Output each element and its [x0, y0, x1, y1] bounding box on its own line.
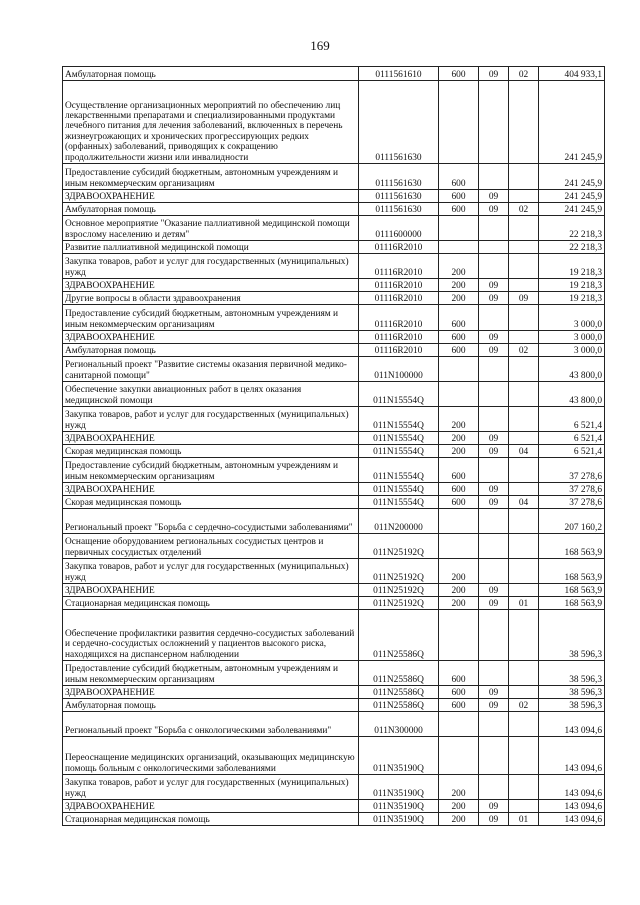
subsection-cell — [509, 382, 539, 407]
section-cell — [479, 81, 509, 164]
item-name-cell: ЗДРАВООХРАНЕНИЕ — [63, 331, 359, 344]
amount-cell: 38 596,3 — [539, 610, 605, 661]
section-cell — [479, 254, 509, 279]
amount-cell: 38 596,3 — [539, 661, 605, 686]
item-name-cell: Предоставление субсидий бюджетным, автономным учреждениям и иным некоммерческим организациям — [63, 305, 359, 331]
table-row — [63, 254, 605, 279]
target-code-cell: 011N15554Q — [359, 382, 439, 407]
expense-type-cell: 600 — [439, 686, 479, 699]
table-row — [63, 775, 605, 800]
subsection-cell: 04 — [509, 496, 539, 509]
item-name-cell: Региональный проект "Борьба с сердечно-сосудистыми заболеваниями" — [63, 509, 359, 534]
amount-cell: 43 800,0 — [539, 382, 605, 407]
subsection-cell — [509, 775, 539, 800]
subsection-cell: 02 — [509, 344, 539, 357]
section-cell: 09 — [479, 597, 509, 610]
table-row — [63, 190, 605, 203]
subsection-cell — [509, 559, 539, 584]
item-name-cell: ЗДРАВООХРАНЕНИЕ — [63, 279, 359, 292]
target-code-cell: 01116R2010 — [359, 331, 439, 344]
table-row — [63, 445, 605, 458]
item-name-cell: Амбулаторная помощь — [63, 203, 359, 216]
table-row — [63, 382, 605, 407]
table-row — [63, 496, 605, 509]
section-cell: 09 — [479, 67, 509, 81]
subsection-cell: 01 — [509, 813, 539, 826]
subsection-cell — [509, 534, 539, 559]
table-row — [63, 81, 605, 164]
table-row — [63, 800, 605, 813]
item-name-cell: ЗДРАВООХРАНЕНИЕ — [63, 190, 359, 203]
target-code-cell: 011N15554Q — [359, 407, 439, 432]
section-cell: 09 — [479, 279, 509, 292]
item-name-cell: Предоставление субсидий бюджетным, автономным учреждениям и иным некоммерческим организациям — [63, 164, 359, 190]
amount-cell: 19 218,3 — [539, 292, 605, 305]
table-row — [63, 699, 605, 712]
subsection-cell — [509, 216, 539, 241]
subsection-cell — [509, 254, 539, 279]
section-cell: 09 — [479, 813, 509, 826]
expense-type-cell: 600 — [439, 67, 479, 81]
table-row — [63, 559, 605, 584]
expense-type-cell — [439, 534, 479, 559]
section-cell: 09 — [479, 344, 509, 357]
item-name-cell: Оснащение оборудованием региональных сосудистых центров и первичных сосудистых отделений — [63, 534, 359, 559]
subsection-cell — [509, 610, 539, 661]
amount-cell: 241 245,9 — [539, 81, 605, 164]
table-row — [63, 432, 605, 445]
target-code-cell: 011N35190Q — [359, 813, 439, 826]
expense-type-cell: 600 — [439, 699, 479, 712]
expense-type-cell: 200 — [439, 407, 479, 432]
section-cell: 09 — [479, 190, 509, 203]
subsection-cell — [509, 509, 539, 534]
target-code-cell: 011N200000 — [359, 509, 439, 534]
section-cell — [479, 305, 509, 331]
item-name-cell: Амбулаторная помощь — [63, 344, 359, 357]
subsection-cell: 09 — [509, 292, 539, 305]
section-cell: 09 — [479, 203, 509, 216]
subsection-cell — [509, 584, 539, 597]
section-cell: 09 — [479, 686, 509, 699]
item-name-cell: Региональный проект "Борьба с онкологическими заболеваниями" — [63, 712, 359, 737]
item-name-cell: Региональный проект "Развитие системы оказания первичной медико-санитарной помощи" — [63, 357, 359, 382]
item-name-cell: Закупка товаров, работ и услуг для государственных (муниципальных) нужд — [63, 559, 359, 584]
section-cell — [479, 661, 509, 686]
target-code-cell: 011N35190Q — [359, 800, 439, 813]
amount-cell: 38 596,3 — [539, 686, 605, 699]
subsection-cell — [509, 241, 539, 254]
table-row — [63, 686, 605, 699]
amount-cell: 168 563,9 — [539, 534, 605, 559]
target-code-cell: 011N35190Q — [359, 775, 439, 800]
subsection-cell — [509, 800, 539, 813]
section-cell — [479, 509, 509, 534]
item-name-cell: Скорая медицинская помощь — [63, 496, 359, 509]
section-cell — [479, 737, 509, 775]
table-row — [63, 584, 605, 597]
amount-cell: 6 521,4 — [539, 407, 605, 432]
target-code-cell: 011N25192Q — [359, 534, 439, 559]
subsection-cell: 02 — [509, 67, 539, 81]
table-row — [63, 344, 605, 357]
item-name-cell: ЗДРАВООХРАНЕНИЕ — [63, 686, 359, 699]
item-name-cell: Стационарная медицинская помощь — [63, 597, 359, 610]
amount-cell: 143 094,6 — [539, 737, 605, 775]
expense-type-cell: 200 — [439, 800, 479, 813]
item-name-cell: Закупка товаров, работ и услуг для государственных (муниципальных) нужд — [63, 407, 359, 432]
amount-cell: 207 160,2 — [539, 509, 605, 534]
target-code-cell: 01116R2010 — [359, 292, 439, 305]
amount-cell: 3 000,0 — [539, 331, 605, 344]
subsection-cell — [509, 737, 539, 775]
section-cell — [479, 357, 509, 382]
amount-cell: 3 000,0 — [539, 344, 605, 357]
target-code-cell: 011N35190Q — [359, 737, 439, 775]
table-row — [63, 813, 605, 826]
item-name-cell: Переоснащение медицинских организаций, оказывающих медицинскую помощь больным с онкологическими заболеваниями — [63, 737, 359, 775]
target-code-cell: 0111561630 — [359, 190, 439, 203]
subsection-cell — [509, 331, 539, 344]
section-cell — [479, 534, 509, 559]
subsection-cell — [509, 661, 539, 686]
amount-cell: 37 278,6 — [539, 483, 605, 496]
target-code-cell: 011N15554Q — [359, 458, 439, 483]
subsection-cell — [509, 190, 539, 203]
target-code-cell: 011N25586Q — [359, 610, 439, 661]
expense-type-cell — [439, 81, 479, 164]
expense-type-cell: 600 — [439, 203, 479, 216]
subsection-cell — [509, 483, 539, 496]
subsection-cell — [509, 81, 539, 164]
budget-table — [62, 66, 605, 826]
subsection-cell — [509, 164, 539, 190]
target-code-cell: 0111600000 — [359, 216, 439, 241]
table-row — [63, 305, 605, 331]
target-code-cell: 011N15554Q — [359, 483, 439, 496]
expense-type-cell — [439, 509, 479, 534]
expense-type-cell: 200 — [439, 584, 479, 597]
amount-cell: 6 521,4 — [539, 432, 605, 445]
section-cell: 09 — [479, 331, 509, 344]
expense-type-cell: 600 — [439, 458, 479, 483]
table-row — [63, 712, 605, 737]
subsection-cell — [509, 279, 539, 292]
amount-cell: 168 563,9 — [539, 597, 605, 610]
subsection-cell — [509, 458, 539, 483]
table-row — [63, 610, 605, 661]
amount-cell: 143 094,6 — [539, 813, 605, 826]
subsection-cell — [509, 432, 539, 445]
expense-type-cell: 200 — [439, 292, 479, 305]
section-cell — [479, 382, 509, 407]
item-name-cell: Обеспечение профилактики развития сердечно-сосудистых заболеваний и сердечно-сосудистых осложнений у пациентов высокого риска, находящихся на диспансерном наблюдении — [63, 610, 359, 661]
target-code-cell: 011N300000 — [359, 712, 439, 737]
target-code-cell: 0111561610 — [359, 67, 439, 81]
item-name-cell: Осуществление организационных мероприятий по обеспечению лиц лекарственными препаратами и специализированными продуктами лечебного питания для лечения заболеваний, включенных в перечень жизнеугрожающих и хронических прогрессирующих редких (орфанных) заболеваний, приводящих к сокращению продолжительности жизни или инвалидности — [63, 81, 359, 164]
amount-cell: 143 094,6 — [539, 712, 605, 737]
expense-type-cell: 600 — [439, 331, 479, 344]
section-cell — [479, 241, 509, 254]
target-code-cell: 011N25586Q — [359, 661, 439, 686]
target-code-cell: 01116R2010 — [359, 241, 439, 254]
table-row — [63, 279, 605, 292]
expense-type-cell — [439, 712, 479, 737]
item-name-cell: Скорая медицинская помощь — [63, 445, 359, 458]
amount-cell: 38 596,3 — [539, 699, 605, 712]
table-row — [63, 164, 605, 190]
section-cell — [479, 610, 509, 661]
item-name-cell: Основное мероприятие "Оказание паллиативной медицинской помощи взрослому населению и детям" — [63, 216, 359, 241]
subsection-cell — [509, 686, 539, 699]
section-cell — [479, 775, 509, 800]
expense-type-cell: 200 — [439, 445, 479, 458]
subsection-cell: 02 — [509, 699, 539, 712]
amount-cell: 43 800,0 — [539, 357, 605, 382]
table-row — [63, 216, 605, 241]
table-row — [63, 597, 605, 610]
section-cell: 09 — [479, 496, 509, 509]
subsection-cell: 04 — [509, 445, 539, 458]
expense-type-cell: 200 — [439, 279, 479, 292]
amount-cell: 19 218,3 — [539, 254, 605, 279]
amount-cell: 22 218,3 — [539, 241, 605, 254]
expense-type-cell — [439, 737, 479, 775]
item-name-cell: ЗДРАВООХРАНЕНИЕ — [63, 432, 359, 445]
expense-type-cell: 600 — [439, 164, 479, 190]
table-row — [63, 458, 605, 483]
page-number: 169 — [310, 38, 330, 53]
amount-cell: 37 278,6 — [539, 458, 605, 483]
amount-cell: 19 218,3 — [539, 279, 605, 292]
expense-type-cell: 200 — [439, 813, 479, 826]
amount-cell: 241 245,9 — [539, 164, 605, 190]
item-name-cell: Предоставление субсидий бюджетным, автономным учреждениям и иным некоммерческим организациям — [63, 458, 359, 483]
section-cell — [479, 559, 509, 584]
target-code-cell: 01116R2010 — [359, 344, 439, 357]
target-code-cell: 011N25192Q — [359, 559, 439, 584]
expense-type-cell — [439, 610, 479, 661]
expense-type-cell — [439, 216, 479, 241]
target-code-cell: 011N25586Q — [359, 686, 439, 699]
item-name-cell: Закупка товаров, работ и услуг для государственных (муниципальных) нужд — [63, 254, 359, 279]
item-name-cell: Другие вопросы в области здравоохранения — [63, 292, 359, 305]
target-code-cell: 01116R2010 — [359, 305, 439, 331]
item-name-cell: Развитие паллиативной медицинской помощи — [63, 241, 359, 254]
expense-type-cell: 600 — [439, 305, 479, 331]
item-name-cell: Обеспечение закупки авиационных работ в целях оказания медицинской помощи — [63, 382, 359, 407]
item-name-cell: Закупка товаров, работ и услуг для государственных (муниципальных) нужд — [63, 775, 359, 800]
section-cell: 09 — [479, 483, 509, 496]
amount-cell: 241 245,9 — [539, 203, 605, 216]
amount-cell: 168 563,9 — [539, 584, 605, 597]
section-cell: 09 — [479, 432, 509, 445]
amount-cell: 6 521,4 — [539, 445, 605, 458]
section-cell: 09 — [479, 292, 509, 305]
amount-cell: 37 278,6 — [539, 496, 605, 509]
amount-cell: 241 245,9 — [539, 190, 605, 203]
item-name-cell: ЗДРАВООХРАНЕНИЕ — [63, 800, 359, 813]
table-row — [63, 534, 605, 559]
amount-cell: 404 933,1 — [539, 67, 605, 81]
table-row — [63, 737, 605, 775]
target-code-cell: 011N100000 — [359, 357, 439, 382]
table-row — [63, 661, 605, 686]
expense-type-cell — [439, 241, 479, 254]
table-row — [63, 241, 605, 254]
expense-type-cell: 600 — [439, 661, 479, 686]
subsection-cell — [509, 712, 539, 737]
expense-type-cell: 200 — [439, 559, 479, 584]
item-name-cell: ЗДРАВООХРАНЕНИЕ — [63, 483, 359, 496]
expense-type-cell — [439, 382, 479, 407]
expense-type-cell: 200 — [439, 432, 479, 445]
table-row — [63, 67, 605, 81]
section-cell — [479, 407, 509, 432]
table-row — [63, 483, 605, 496]
amount-cell: 143 094,6 — [539, 775, 605, 800]
target-code-cell: 011N25192Q — [359, 584, 439, 597]
section-cell: 09 — [479, 800, 509, 813]
table-row — [63, 292, 605, 305]
target-code-cell: 011N15554Q — [359, 445, 439, 458]
expense-type-cell: 600 — [439, 190, 479, 203]
item-name-cell: Амбулаторная помощь — [63, 67, 359, 81]
amount-cell: 143 094,6 — [539, 800, 605, 813]
item-name-cell: Амбулаторная помощь — [63, 699, 359, 712]
amount-cell: 168 563,9 — [539, 559, 605, 584]
expense-type-cell: 600 — [439, 344, 479, 357]
section-cell — [479, 164, 509, 190]
subsection-cell — [509, 407, 539, 432]
target-code-cell: 011N25586Q — [359, 699, 439, 712]
expense-type-cell: 600 — [439, 483, 479, 496]
target-code-cell: 011N25192Q — [359, 597, 439, 610]
item-name-cell: Предоставление субсидий бюджетным, автономным учреждениям и иным некоммерческим организациям — [63, 661, 359, 686]
expense-type-cell: 200 — [439, 775, 479, 800]
section-cell — [479, 458, 509, 483]
target-code-cell: 011N15554Q — [359, 432, 439, 445]
expense-type-cell: 200 — [439, 254, 479, 279]
table-row — [63, 357, 605, 382]
subsection-cell: 01 — [509, 597, 539, 610]
expense-type-cell: 200 — [439, 597, 479, 610]
item-name-cell: ЗДРАВООХРАНЕНИЕ — [63, 584, 359, 597]
table-row — [63, 331, 605, 344]
target-code-cell: 0111561630 — [359, 164, 439, 190]
amount-cell: 22 218,3 — [539, 216, 605, 241]
target-code-cell: 0111561630 — [359, 203, 439, 216]
target-code-cell: 011N15554Q — [359, 496, 439, 509]
budget-table-body — [63, 67, 605, 826]
section-cell — [479, 712, 509, 737]
table-row — [63, 509, 605, 534]
section-cell — [479, 216, 509, 241]
section-cell: 09 — [479, 699, 509, 712]
section-cell: 09 — [479, 445, 509, 458]
subsection-cell — [509, 305, 539, 331]
target-code-cell: 0111561630 — [359, 81, 439, 164]
subsection-cell: 02 — [509, 203, 539, 216]
expense-type-cell — [439, 357, 479, 382]
expense-type-cell: 600 — [439, 496, 479, 509]
target-code-cell: 01116R2010 — [359, 279, 439, 292]
item-name-cell: Стационарная медицинская помощь — [63, 813, 359, 826]
subsection-cell — [509, 357, 539, 382]
table-row — [63, 407, 605, 432]
table-row — [63, 203, 605, 216]
section-cell: 09 — [479, 584, 509, 597]
amount-cell: 3 000,0 — [539, 305, 605, 331]
target-code-cell: 01116R2010 — [359, 254, 439, 279]
